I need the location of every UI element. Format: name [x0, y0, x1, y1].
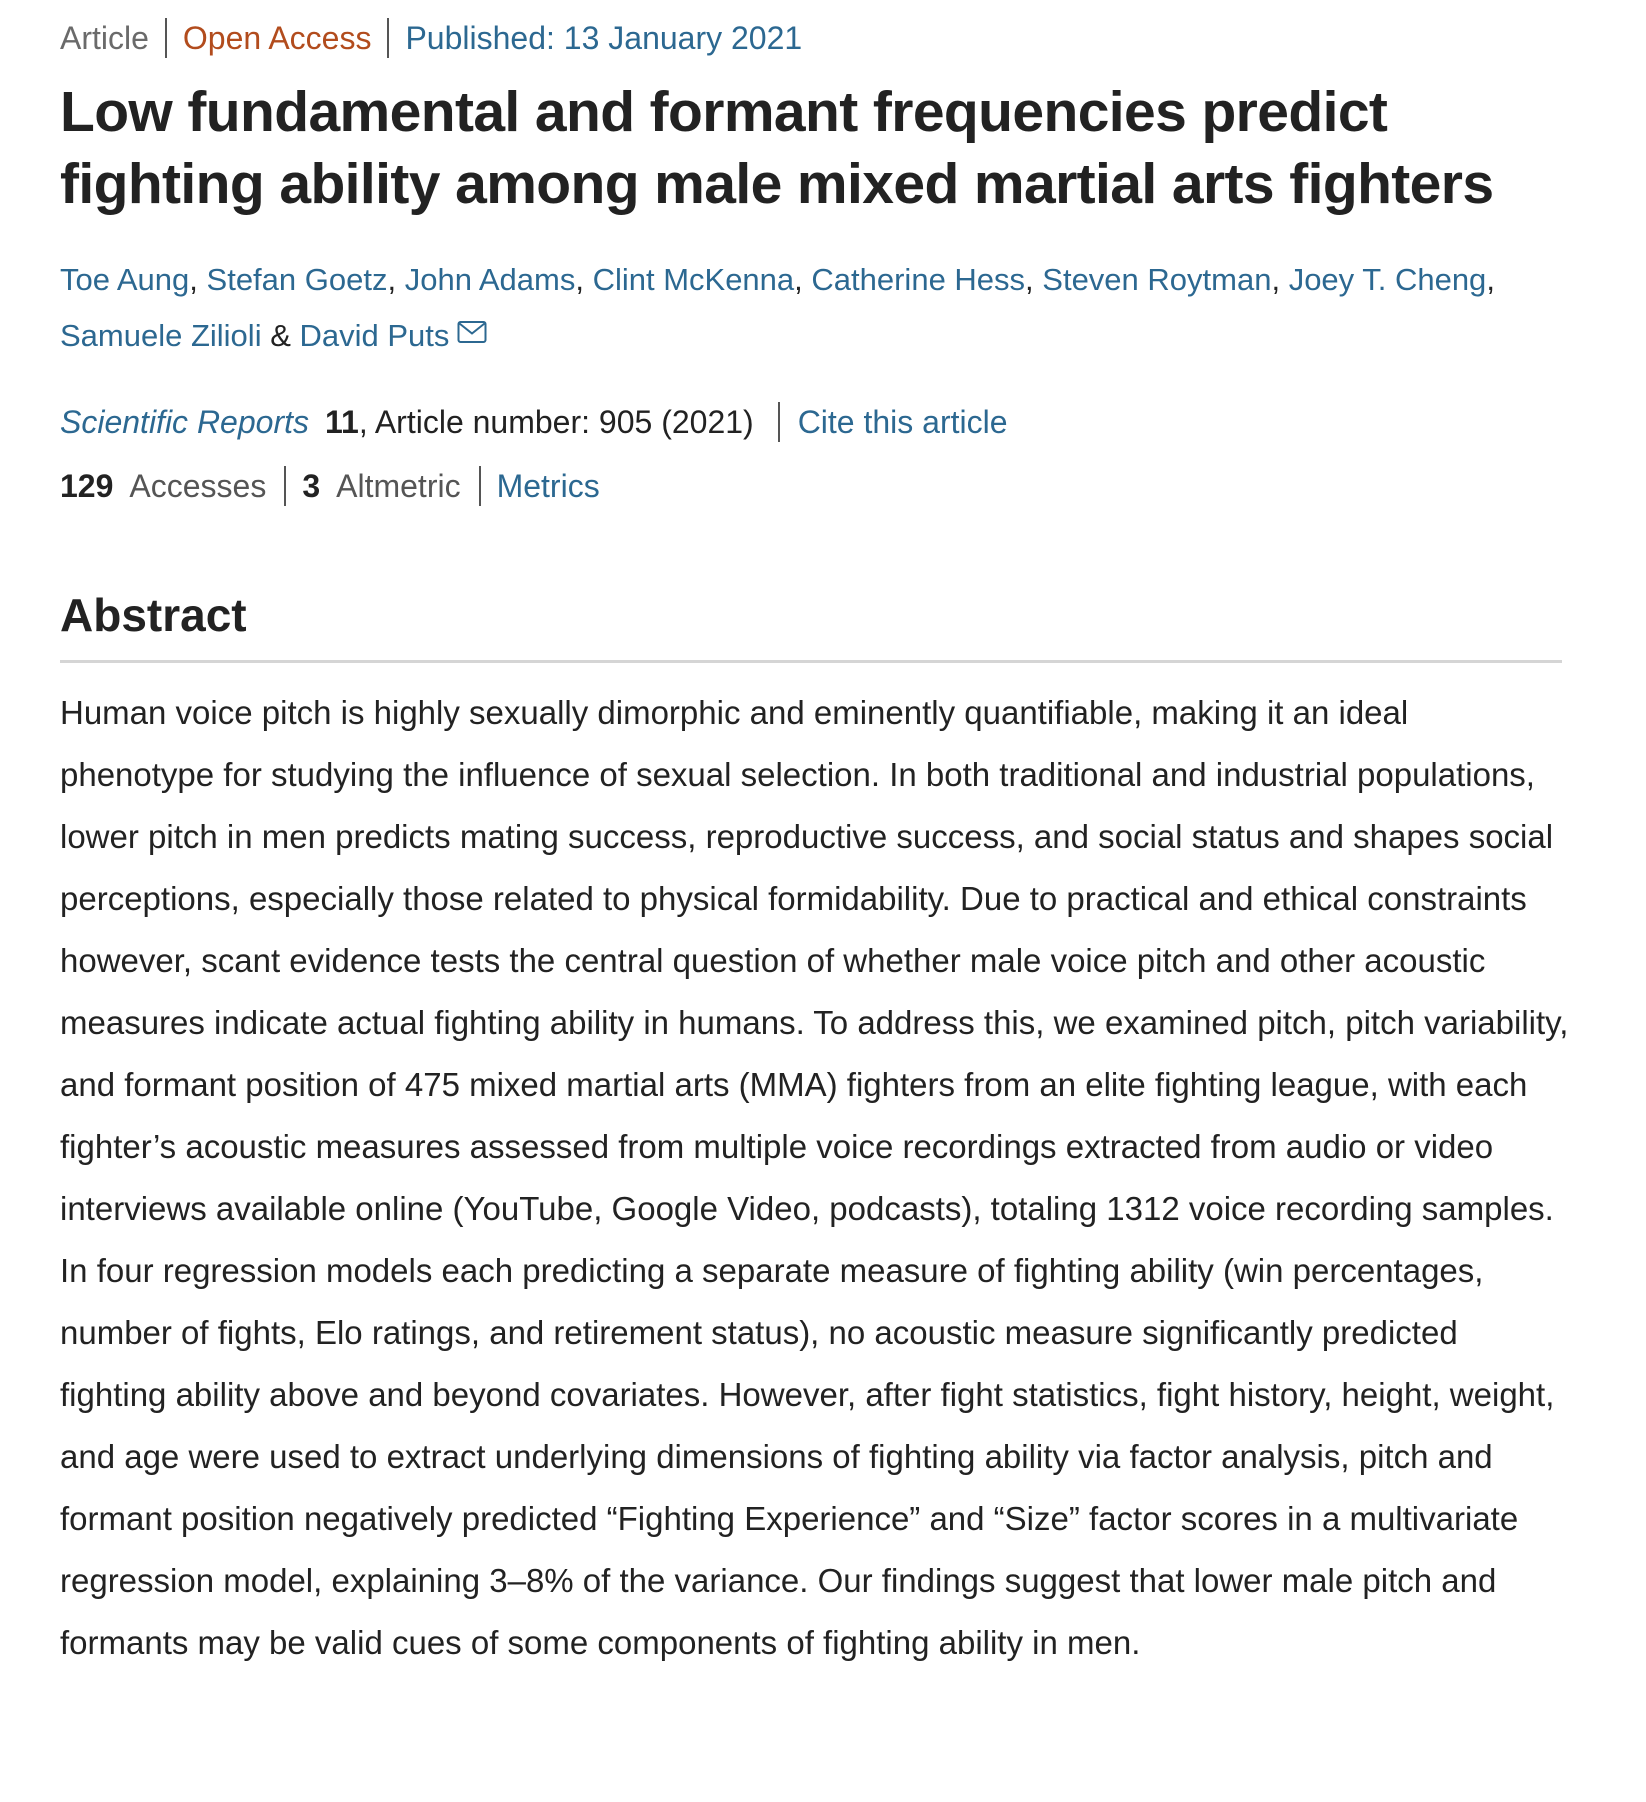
accesses-count: 129 [60, 468, 114, 504]
author-final-separator: & [261, 318, 300, 353]
citation-line [60, 400, 1008, 444]
journal-link[interactable]: Scientific Reports [60, 404, 309, 440]
metrics-line [60, 464, 600, 508]
meta-divider [165, 18, 167, 58]
author-link[interactable]: Toe Aung [60, 262, 190, 297]
meta-divider [387, 18, 389, 58]
article-title: Low fundamental and formant frequencies predict fighting ability among male mixed martial arts fighters [60, 80, 1494, 216]
abstract-text: Human voice pitch is highly sexually dimorphic and eminently quantifiable, making it an ideal phenotype for studying the influence of sexual selection. In both traditional and industrial populations, lower pitch in men predicts mating success, reproductive success, and social status and shapes social perceptions, especially those related to physical formidability. Due to practical and ethical constraints however, scant evidence tests the central question of whether male voice pitch and other acoustic measures indicate actual fighting ability in humans. To address this, we examined pitch, pitch variability, and formant position of 475 mixed martial arts (MMA) fighters from an elite fighting league, with each fighter’s acoustic measures assessed from multiple voice recordings extracted from audio or video interviews available online (YouTube, Google Video, podcasts), totaling 1312 voice recording samples. In four regression models each predicting a separate measure of fighting ability (win percentages, number of fights, Elo ratings, and retirement status), no acoustic measure significantly predicted fighting ability above and beyond covariates. However, after fight statistics, fight history, height, weight, and age were used to extract underlying dimensions of fighting ability via factor analysis, pitch and formant position negatively predicted “Fighting Experience” and “Size” factor scores in a multivariate regression model, explaining 3–8% of the variance. Our findings suggest that lower male pitch and formants may be valid cues of some components of fighting ability in men. [60, 694, 1569, 1661]
metrics-link[interactable]: Metrics [496, 468, 600, 504]
metrics-divider [284, 466, 286, 506]
cite-this-article-link[interactable]: Cite this article [797, 404, 1008, 440]
author-separator: , [794, 262, 812, 297]
author-list [60, 252, 1570, 364]
author-separator: , [1271, 262, 1289, 297]
article-type-label: Article [60, 20, 149, 56]
corresponding-author-link[interactable]: David Puts [299, 318, 450, 353]
author-link[interactable]: John Adams [404, 262, 576, 297]
open-access-label: Open Access [182, 20, 372, 56]
author-separator: , [1486, 262, 1495, 297]
author-link[interactable]: Joey T. Cheng [1288, 262, 1487, 297]
accesses-label: Accesses [129, 468, 267, 504]
abstract-heading: Abstract [60, 589, 247, 641]
author-separator: , [189, 262, 207, 297]
author-separator: , [1025, 262, 1043, 297]
author-separator: , [387, 262, 405, 297]
envelope-icon[interactable] [457, 306, 487, 362]
author-link[interactable]: Steven Roytman [1042, 262, 1272, 297]
author-link[interactable]: Samuele Zilioli [60, 318, 262, 353]
author-link[interactable]: Clint McKenna [592, 262, 795, 297]
article-number: , Article number: 905 (2021) [358, 404, 754, 440]
metrics-divider [479, 466, 481, 506]
altmetric-label: Altmetric [336, 468, 461, 504]
article-meta [60, 16, 802, 60]
author-link[interactable]: Stefan Goetz [206, 262, 388, 297]
published-date: Published: 13 January 2021 [405, 20, 803, 56]
journal-volume: 11 [324, 404, 359, 440]
citation-divider [778, 402, 780, 442]
altmetric-count: 3 [302, 468, 321, 504]
author-link[interactable]: Catherine Hess [811, 262, 1026, 297]
abstract-divider [60, 660, 1562, 663]
author-separator: , [575, 262, 593, 297]
